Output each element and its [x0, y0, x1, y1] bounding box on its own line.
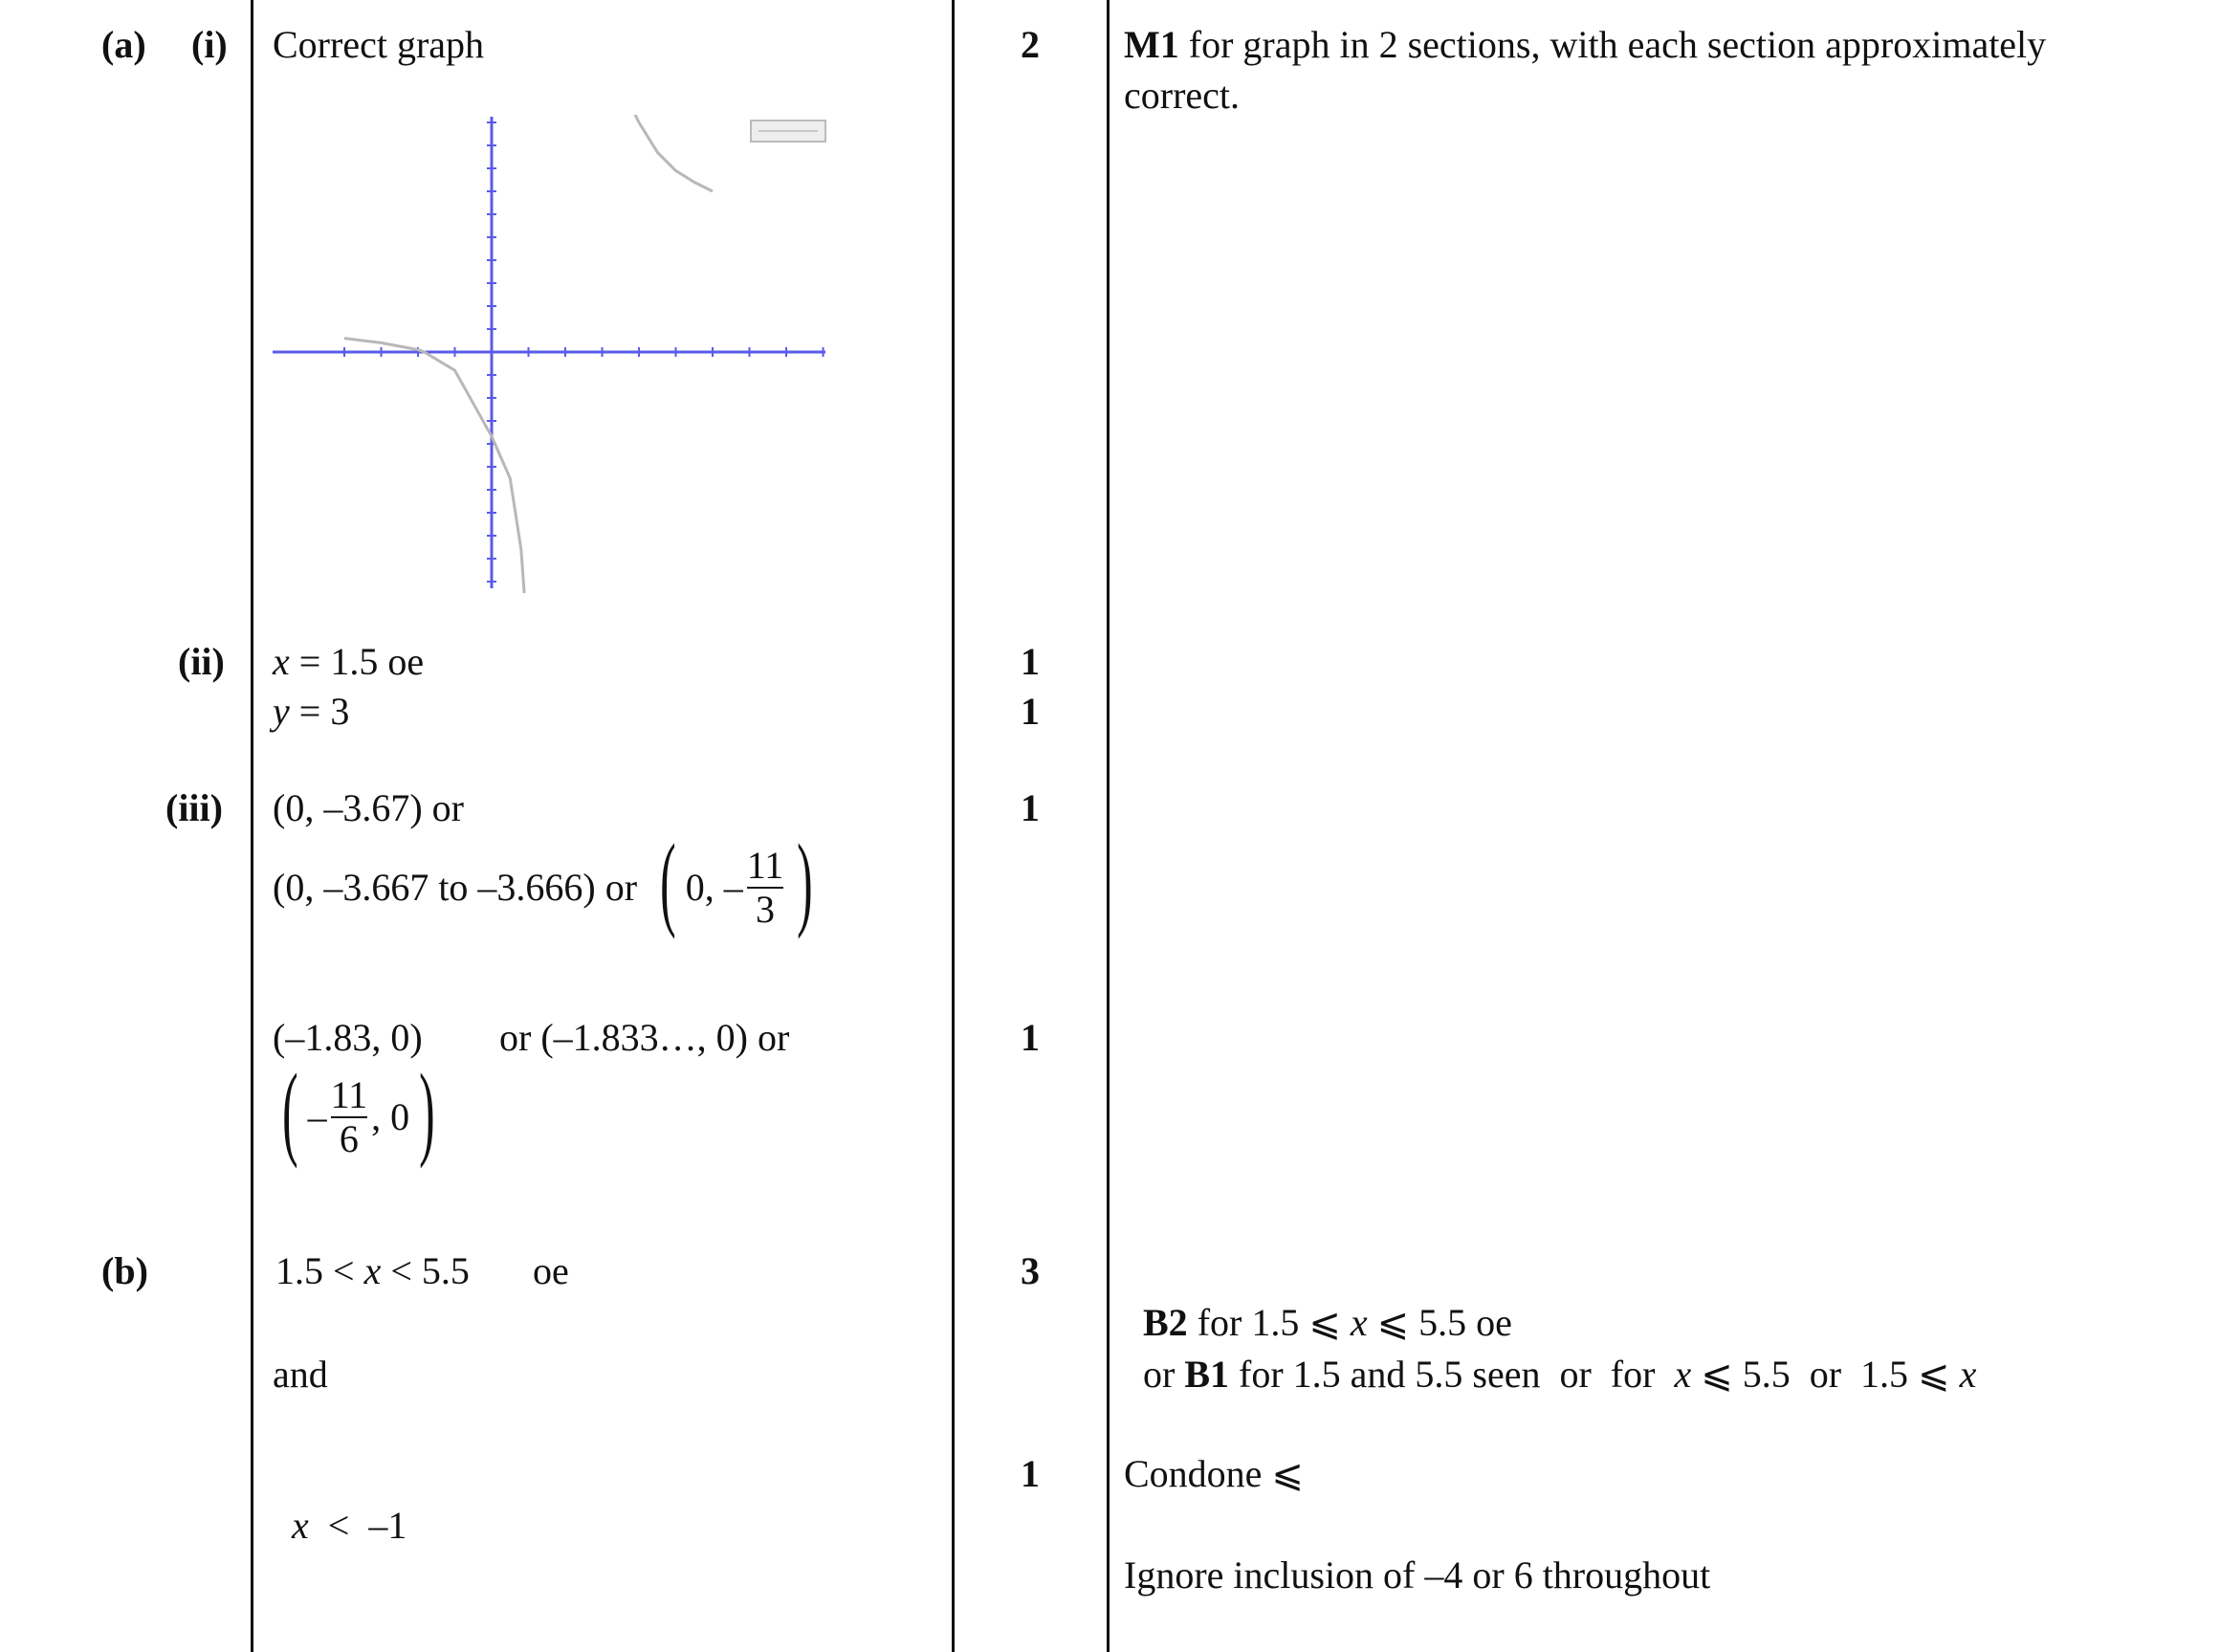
answer-a-ii-line2-rest: = 3: [289, 690, 350, 733]
guidance-a-i-text1: for graph in 2 sections, with each section approximately: [1178, 23, 2047, 66]
curve-right-branch: [625, 115, 713, 191]
answer-a-iii-line3a: (–1.83, 0): [273, 1016, 423, 1059]
guidance-b-condone: Condone ⩽: [1124, 1452, 1304, 1495]
answer-a-ii-line2: [273, 686, 349, 738]
part-label-a: (a): [101, 23, 146, 66]
var-x: x: [292, 1504, 309, 1547]
mark-a-iii-2: 1: [1021, 1016, 1040, 1059]
guidance-b-text2a: or: [1143, 1353, 1185, 1396]
guidance-b-ignore: Ignore inclusion of –4 or 6 throughout: [1124, 1553, 1711, 1597]
mark-a-iii-1: 1: [1021, 786, 1040, 829]
column-divider-1: [251, 0, 253, 1652]
answer-a-ii-line1-rest: = 1.5 oe: [289, 640, 425, 683]
mark-b-2: 1: [1021, 1452, 1040, 1495]
answer-b-oe: oe: [533, 1249, 569, 1292]
guidance-b-line2: [1124, 1297, 1976, 1400]
right-paren: ): [797, 823, 813, 939]
fraction-denominator: 6: [339, 1117, 359, 1160]
var-x: x: [273, 640, 290, 683]
answer-b-and: and: [273, 1353, 328, 1396]
part-label-a-i: (i): [191, 23, 228, 66]
var-x: x: [1959, 1353, 1977, 1396]
answer-a-iii-line1: (0, –3.67) or: [273, 786, 464, 829]
right-paren: ): [419, 1052, 435, 1169]
guidance-b-text1b: ⩽ 5.5 oe: [1367, 1301, 1512, 1344]
guidance-b-text2c: ⩽ 5.5 or 1.5 ⩽: [1691, 1353, 1960, 1396]
guidance-a-i-line1: [1124, 19, 2046, 71]
frac-suffix: , 0: [371, 1095, 410, 1138]
var-y: y: [273, 690, 290, 733]
fraction-numerator: 11: [330, 1073, 368, 1116]
answer-a-ii-line1: [273, 636, 424, 688]
mark-code-b1: B1: [1184, 1353, 1230, 1396]
fraction-11-6: [331, 1074, 368, 1160]
guidance-b-text1a: for 1.5 ⩽: [1187, 1301, 1351, 1344]
column-divider-3: [1107, 0, 1110, 1652]
answer-a-iii-line2-text: (0, –3.667 to –3.666) or: [273, 866, 638, 909]
answer-b-line1-a: 1.5 <: [275, 1249, 364, 1292]
mark-a-i: 2: [1021, 23, 1040, 66]
answer-a-iii-line4: [273, 1052, 445, 1169]
answer-b-line3-rest: < –1: [308, 1504, 407, 1547]
answer-b-line3: [273, 1448, 407, 1552]
mark-a-ii-1: 1: [1021, 640, 1040, 683]
answer-a-iii-line3b: or (–1.833…, 0) or: [499, 1016, 790, 1059]
curve-left-branch: [344, 339, 529, 593]
sketch-graph: [273, 115, 832, 593]
left-paren: (: [660, 823, 676, 939]
mark-b-1: 3: [1021, 1249, 1040, 1292]
answer-b-line1: [275, 1245, 470, 1297]
left-paren: (: [282, 1052, 298, 1169]
fraction-11-3: [747, 845, 784, 931]
answer-b-line1-b: < 5.5: [381, 1249, 470, 1292]
frac-prefix: –: [307, 1095, 327, 1138]
var-x: x: [1350, 1301, 1368, 1344]
guidance-b-text2b: for 1.5 and 5.5 seen or for: [1229, 1353, 1675, 1396]
part-label-a-iii: (iii): [165, 786, 223, 829]
answer-a-iii-line2: [273, 823, 823, 939]
guidance-a-i-line2: correct.: [1124, 74, 1241, 117]
mark-code-m1: M1: [1124, 23, 1179, 66]
var-x: x: [1674, 1353, 1692, 1396]
part-label-a-ii: (ii): [178, 640, 225, 683]
mark-code-b2: B2: [1143, 1301, 1188, 1344]
fraction-numerator: 11: [746, 844, 784, 887]
var-x: x: [363, 1249, 382, 1292]
answer-a-i-title: Correct graph: [273, 23, 485, 66]
mark-a-ii-2: 1: [1021, 690, 1040, 733]
part-label-b: (b): [101, 1249, 148, 1292]
fraction-denominator: 3: [755, 888, 775, 931]
column-divider-2: [952, 0, 955, 1652]
frac-prefix: 0, –: [685, 866, 743, 909]
